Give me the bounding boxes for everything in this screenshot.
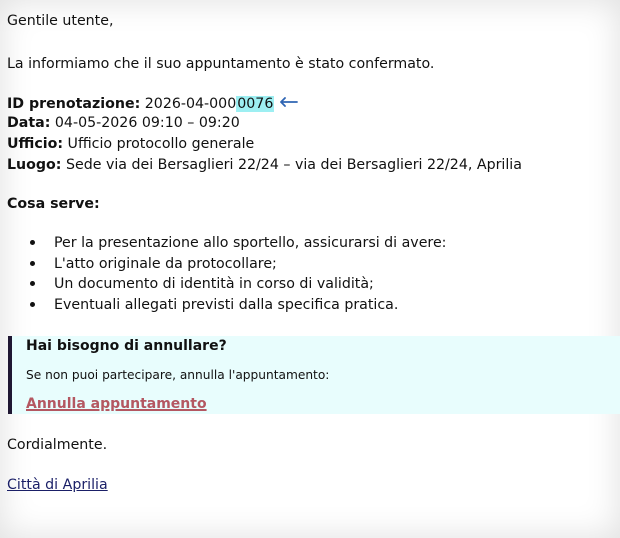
place-value: Sede via dei Bersaglieri 22/24 – via dei Bersaglieri 22/24, Aprilia (61, 157, 522, 173)
cancel-appointment-link[interactable]: Annulla appuntamento (26, 396, 207, 412)
date-line (7, 114, 240, 132)
left-arrow-icon (280, 94, 298, 112)
booking-id-prefix: 2026-04-000 (140, 96, 237, 112)
needs-list-item (30, 296, 398, 314)
booking-id-line (7, 94, 298, 113)
bullet-icon (30, 281, 35, 286)
city-signature-link[interactable]: Città di Aprilia (7, 477, 108, 493)
confirmation-message: La informiamo che il suo appuntamento è stato confermato. (7, 56, 435, 72)
office-line (7, 135, 254, 153)
bullet-icon (30, 240, 35, 245)
place-label: Luogo: (7, 157, 62, 173)
greeting-text: Gentile utente, (7, 13, 114, 29)
needs-list-item (30, 255, 277, 273)
needs-list-item (30, 275, 374, 293)
booking-id-label: ID prenotazione: (7, 96, 141, 112)
cancel-heading: Hai bisogno di annullare? (26, 338, 227, 354)
needs-list-item (30, 234, 446, 252)
needs-list-item-text: L'atto originale da protocollare; (54, 256, 277, 272)
bullet-icon (30, 261, 35, 266)
office-label: Ufficio: (7, 136, 64, 152)
needs-list-item-text: Per la presentazione allo sportello, assicurarsi di avere: (54, 235, 447, 251)
closing-text: Cordialmente. (7, 437, 108, 453)
date-value: 04-05-2026 09:10 – 09:20 (50, 115, 240, 131)
cancel-message: Se non puoi partecipare, annulla l'appuntamento: (26, 368, 330, 382)
place-line (7, 156, 522, 174)
needs-list-item-text: Eventuali allegati previsti dalla specifica pratica. (54, 297, 399, 313)
date-label: Data: (7, 115, 51, 131)
needs-list-item-text: Un documento di identità in corso di validità; (54, 276, 374, 292)
office-value: Ufficio protocollo generale (63, 136, 255, 152)
booking-id-highlight: 0076 (237, 96, 274, 112)
needs-heading: Cosa serve: (7, 196, 100, 212)
bullet-icon (30, 302, 35, 307)
cancel-callout (8, 336, 620, 414)
